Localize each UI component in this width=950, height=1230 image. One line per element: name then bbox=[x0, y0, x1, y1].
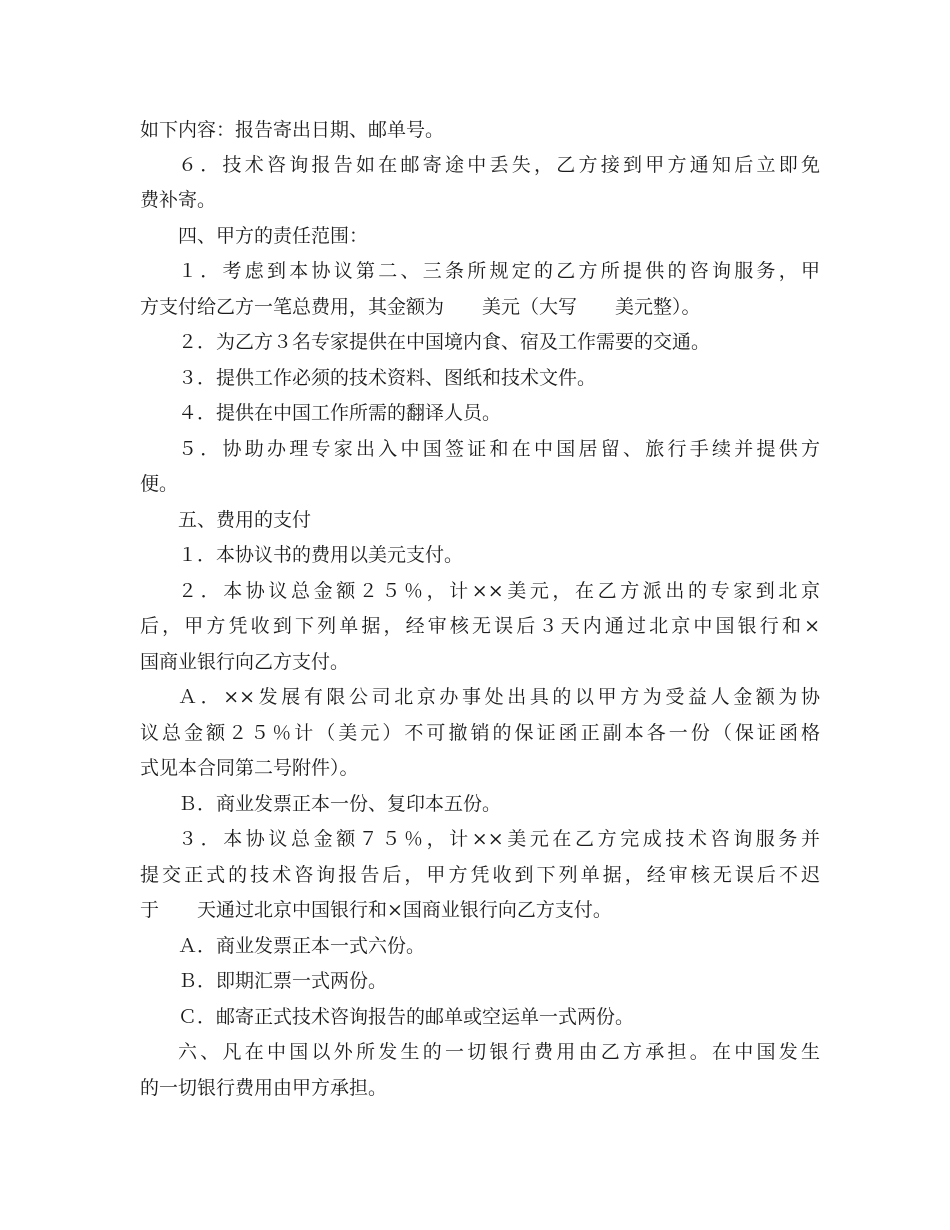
text-line: 国商业银行向乙方支付。 bbox=[140, 651, 350, 673]
text-line: 如下内容：报告寄出日期、邮单号。 bbox=[140, 119, 445, 141]
text-line: Ｃ．邮寄正式技术咨询报告的邮单或空运单一式两份。 bbox=[178, 1006, 635, 1028]
text-line: 于 天通过北京中国银行和×国商业银行向乙方支付。 bbox=[140, 899, 612, 921]
text-line: 的一切银行费用由甲方承担。 bbox=[140, 1077, 388, 1099]
text-line: ３．提供工作必须的技术资料、图纸和技术文件。 bbox=[178, 367, 597, 389]
text-line: 式见本合同第二号附件）。 bbox=[140, 757, 359, 779]
text-line: ６．技术咨询报告如在邮寄途中丢失，乙方接到甲方通知后立即免 bbox=[178, 154, 820, 176]
text-line: Ｂ．商业发票正本一份、复印本五份。 bbox=[178, 793, 502, 815]
text-line: ２．本协议总金额２５％，计××美元，在乙方派出的专家到北京 bbox=[178, 580, 820, 602]
text-line: １．本协议书的费用以美元支付。 bbox=[178, 544, 464, 566]
text-line: １．考虑到本协议第二、三条所规定的乙方所提供的咨询服务，甲 bbox=[178, 260, 820, 282]
text-line: 议总金额２５％计（美元）不可撤销的保证函正副本各一份（保证函格 bbox=[140, 722, 820, 744]
text-line: 方支付给乙方一笔总费用，其金额为 美元（大写 美元整）。 bbox=[140, 296, 701, 318]
text-line: ３．本协议总金额７５％，计××美元在乙方完成技术咨询服务并 bbox=[178, 828, 820, 850]
section-heading: 五、费用的支付 bbox=[178, 509, 312, 531]
text-line: 提交正式的技术咨询报告后，甲方凭收到下列单据，经审核无误后不迟 bbox=[140, 864, 820, 886]
section-heading: 四、甲方的责任范围： bbox=[178, 225, 369, 247]
text-line: 后，甲方凭收到下列单据，经审核无误后３天内通过北京中国银行和× bbox=[140, 615, 820, 637]
text-line: Ａ．商业发票正本一式六份。 bbox=[178, 935, 426, 957]
section-heading: 六、凡在中国以外所发生的一切银行费用由乙方承担。在中国发生 bbox=[178, 1041, 820, 1063]
text-line: 费补寄。 bbox=[140, 189, 217, 211]
text-line: 便。 bbox=[140, 473, 179, 495]
text-line: ４．提供在中国工作所需的翻译人员。 bbox=[178, 402, 502, 424]
text-line: Ａ．××发展有限公司北京办事处出具的以甲方为受益人金额为协 bbox=[178, 686, 820, 708]
text-line: Ｂ．即期汇票一式两份。 bbox=[178, 970, 388, 992]
text-line: ２．为乙方３名专家提供在中国境内食、宿及工作需要的交通。 bbox=[178, 331, 711, 353]
text-line: ５．协助办理专家出入中国签证和在中国居留、旅行手续并提供方 bbox=[178, 438, 820, 460]
